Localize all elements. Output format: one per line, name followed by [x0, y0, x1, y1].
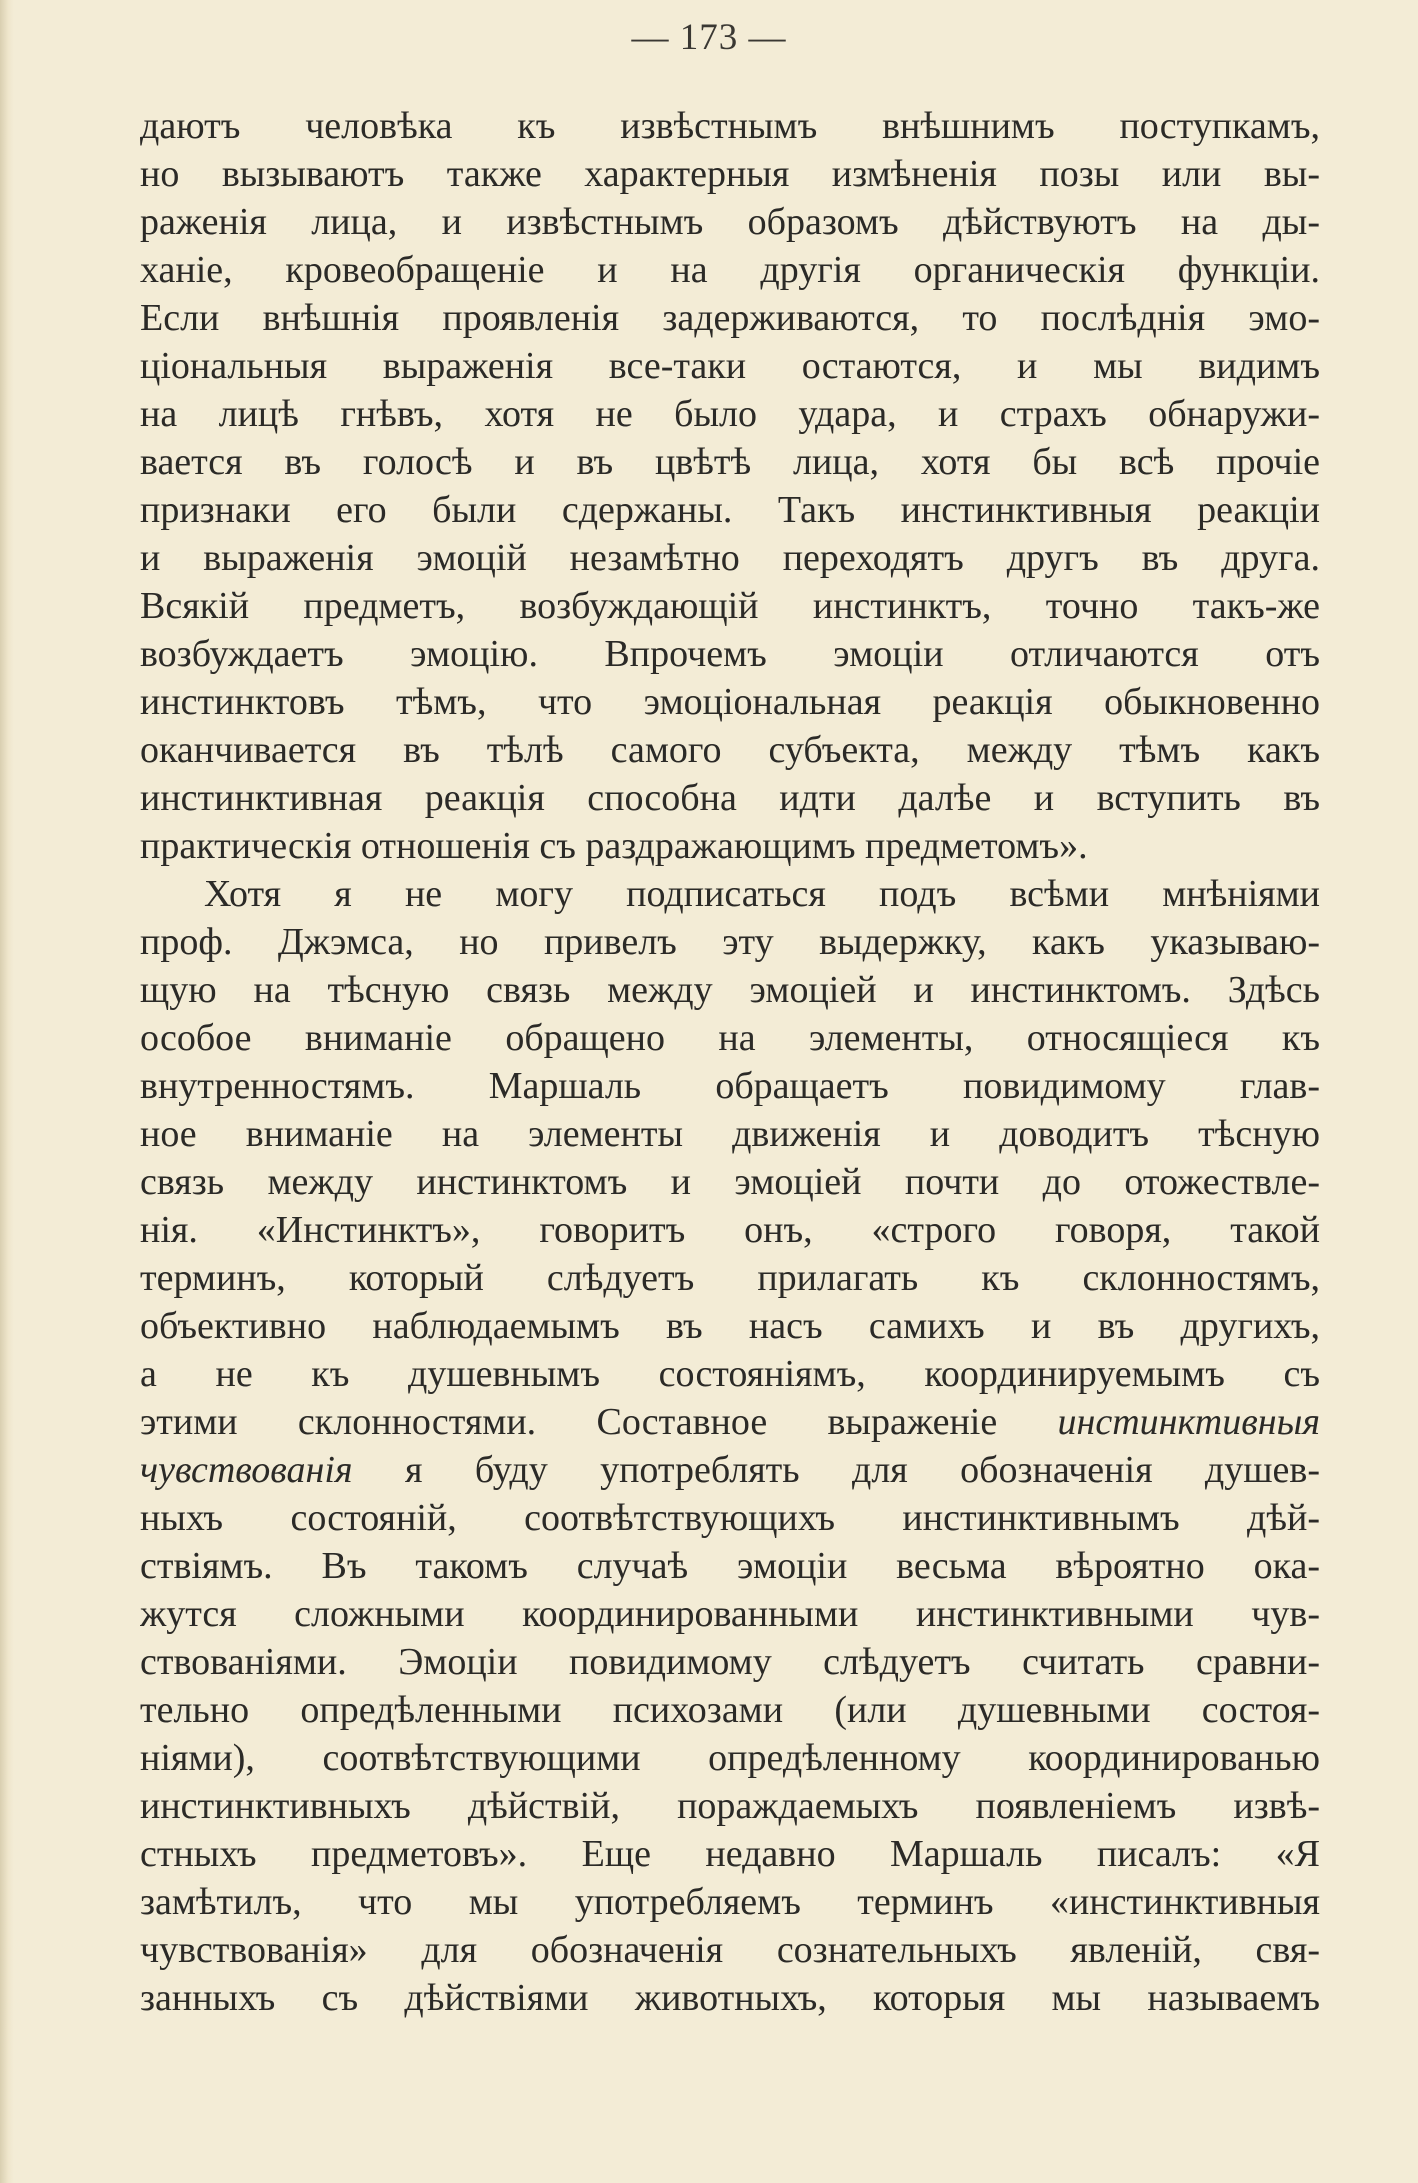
text-line: инстинктовъ тѣмъ, что эмоціональная реакція обыкновенно: [140, 681, 1320, 723]
text-line: щую на тѣсную связь между эмоціей и инстинктомъ. Здѣсь: [140, 969, 1320, 1011]
emphasis-text: чувствованія: [140, 1449, 353, 1491]
text-line: ныхъ состояній, соотвѣтствующихъ инстинктивнымъ дѣй-: [140, 1497, 1320, 1539]
text-line: оканчивается въ тѣлѣ самого субъекта, между тѣмъ какъ: [140, 729, 1320, 771]
text-line: особое вниманіе обращено на элементы, относящіеся къ: [140, 1017, 1320, 1059]
text-line: вается въ голосѣ и въ цвѣтѣ лица, хотя бы всѣ прочіе: [140, 441, 1320, 483]
page-number: — 173 —: [631, 17, 787, 58]
text-line: нія. «Инстинктъ», говоритъ онъ, «строго говоря, такой: [140, 1209, 1320, 1251]
text-line: стныхъ предметовъ». Еще недавно Маршаль писалъ: «Я: [140, 1833, 1320, 1875]
emphasis-text: инстинктивныя: [1057, 1401, 1320, 1443]
text-line-with-emphasis: [140, 1398, 1320, 1446]
text-line: ное вниманіе на элементы движенія и доводитъ тѣсную: [140, 1113, 1320, 1155]
text-line: занныхъ съ дѣйствіями животныхъ, которыя мы называемъ: [140, 1977, 1320, 2019]
line-text: я буду употреблять для обозначенія душев-: [405, 1449, 1320, 1491]
text-line: ханіе, кровеобращеніе и на другія органическія функціи.: [140, 249, 1320, 291]
text-line: раженія лица, и извѣстнымъ образомъ дѣйствуютъ на ды-: [140, 201, 1320, 243]
text-line: Всякій предметъ, возбуждающій инстинктъ, точно такъ-же: [140, 585, 1320, 627]
text-line: жутся сложными координированными инстинктивными чув-: [140, 1593, 1320, 1635]
text-line: даютъ человѣка къ извѣстнымъ внѣшнимъ поступкамъ,: [140, 105, 1320, 147]
text-line: ствіямъ. Въ такомъ случаѣ эмоціи весьма вѣроятно ока-: [140, 1545, 1320, 1587]
text-line: практическія отношенія съ раздражающимъ предметомъ».: [140, 825, 1088, 867]
text-line: Хотя я не могу подписаться подъ всѣми мнѣніями: [204, 873, 1320, 915]
text-line: ніями), соотвѣтствующими опредѣленному координированью: [140, 1737, 1320, 1779]
body-text: [140, 102, 1320, 2022]
text-line: проф. Джэмса, но привелъ эту выдержку, какъ указываю-: [140, 921, 1320, 963]
line-text: этими склонностями. Составное выраженіе: [140, 1401, 998, 1443]
text-line: а не къ душевнымъ состояніямъ, координируемымъ съ: [140, 1353, 1320, 1395]
text-line: возбуждаетъ эмоцію. Впрочемъ эмоціи отличаются отъ: [140, 633, 1320, 675]
text-line: внутренностямъ. Маршаль обращаетъ повидимому глав-: [140, 1065, 1320, 1107]
text-line: связь между инстинктомъ и эмоціей почти до отожествле-: [140, 1161, 1320, 1203]
text-line: Если внѣшнія проявленія задерживаются, то послѣднія эмо-: [140, 297, 1320, 339]
text-line: на лицѣ гнѣвъ, хотя не было удара, и страхъ обнаружи-: [140, 393, 1320, 435]
text-line: терминъ, который слѣдуетъ прилагать къ склонностямъ,: [140, 1257, 1320, 1299]
text-line: ствованіями. Эмоціи повидимому слѣдуетъ считать сравни-: [140, 1641, 1320, 1683]
text-line: и выраженія эмоцій незамѣтно переходятъ другъ въ друга.: [140, 537, 1320, 579]
text-line-with-emphasis: [140, 1446, 1320, 1494]
text-line: тельно опредѣленными психозами (или душевными состоя-: [140, 1689, 1320, 1731]
text-line: признаки его были сдержаны. Такъ инстинктивныя реакціи: [140, 489, 1320, 531]
text-line: инстинктивныхъ дѣйствій, пораждаемыхъ появленіемъ извѣ-: [140, 1785, 1320, 1827]
text-line: инстинктивная реакція способна идти далѣе и вступить въ: [140, 777, 1320, 819]
text-line: чувствованія» для обозначенія сознательныхъ явленій, свя-: [140, 1929, 1320, 1971]
text-line: ціональныя выраженія все-таки остаются, и мы видимъ: [140, 345, 1320, 387]
text-line: но вызываютъ также характерныя измѣненія позы или вы-: [140, 153, 1320, 195]
page-gutter: [0, 0, 14, 2183]
text-line: объективно наблюдаемымъ въ насъ самихъ и въ другихъ,: [140, 1305, 1320, 1347]
text-line: замѣтилъ, что мы употребляемъ терминъ «инстинктивныя: [140, 1881, 1320, 1923]
